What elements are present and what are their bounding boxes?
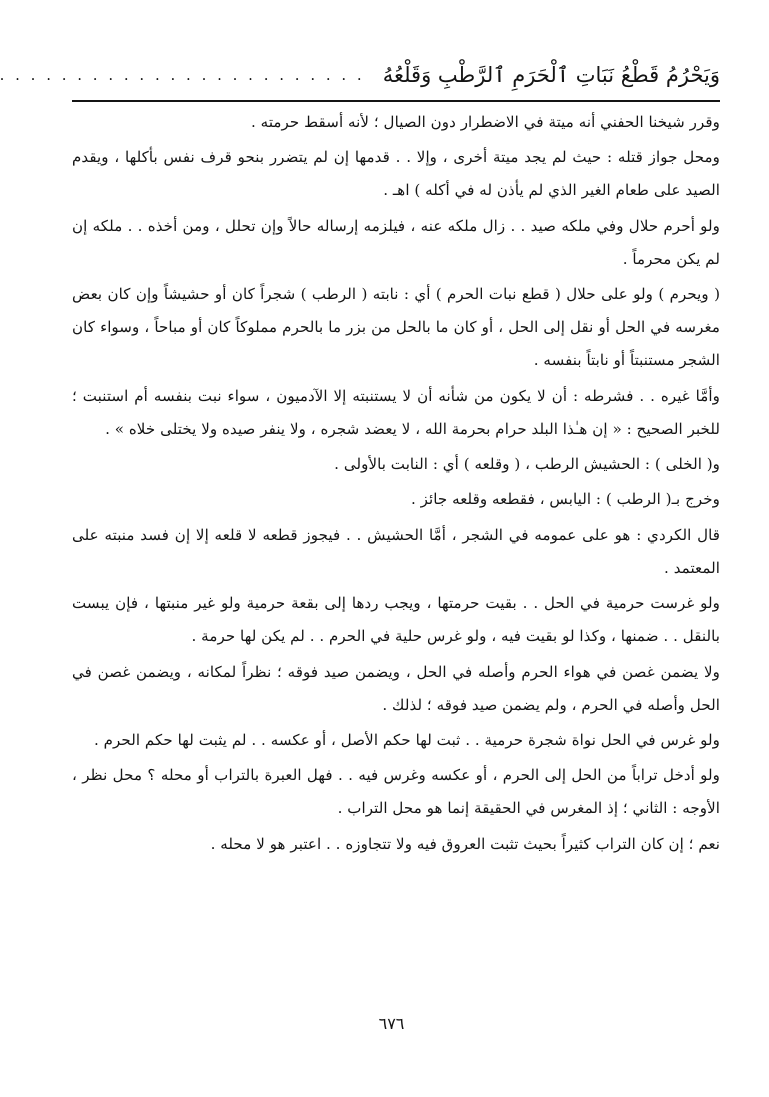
paragraph: ولو غرس في الحل نواة شجرة حرمية . . ثبت لها حكم الأصل ، أو عكسه . . لم يثبت لها حكم الحرم . bbox=[93, 730, 720, 749]
paragraph: ولو أحرم حلال وفي ملكه صيد . . زال ملكه عنه ، فيلزمه إرساله حالاً وإن تحلل ، ومن أخذه . . ملكه إن لم يكن محرماً . bbox=[72, 216, 720, 268]
paragraph: و( الخلى ) : الحشيش الرطب ، ( وقلعه ) أي : النابت بالأولى . bbox=[334, 454, 720, 473]
paragraph: ( ويحرم ) ولو على حلال ( قطع نبات الحرم ) أي : نابته ( الرطب ) شجراً كان أو حشيشاً وإن كان بعض مغرسه في الحل أو نقل إلى الحل ، أو كان ما بالحل من بزر ما بالحرم مملوكاً كان أو مباحاً ، وسواء كان الشجر مستنبتاً أو نابتاً بنفسه . bbox=[72, 285, 720, 370]
book-page bbox=[0, 50, 720, 863]
paragraph: ولو غرست حرمية في الحل . . بقيت حرمتها ، ويجب ردها إلى بقعة حرمية ولو غير منبتها ، فإن يبست بالنقل . . ضمنها ، وكذا لو بقيت فيه ، ولو غرس حلية في الحرم . . لم يكن لها حرمة . bbox=[72, 594, 720, 646]
leader-dots: . . . . . . . . . . . . . . . . . . . . . . . . bbox=[0, 66, 365, 84]
page-number: ٦٧٦ bbox=[378, 1014, 405, 1033]
running-header bbox=[0, 50, 720, 90]
paragraph: ولا يضمن غصن في هواء الحرم وأصله في الحل ، ويضمن صيد فوقه ؛ نظراً لمكانه ، ويضمن غصن في الحل وأصله في الحرم ، ولم يضمن صيد فوقه ؛ لذلك . bbox=[72, 662, 720, 714]
body-text bbox=[72, 106, 720, 861]
paragraph: وقرر شيخنا الحفني أنه ميتة في الاضطرار دون الصيال ؛ لأنه أسقط حرمته . bbox=[251, 113, 720, 131]
running-title: وَيَحْرُمُ قَطْعُ نَبَاتِ ٱلْحَرَمِ ٱلرَّطْبِ وَقَلْعُهُ bbox=[382, 63, 720, 87]
header-rule bbox=[72, 100, 720, 102]
paragraph: وخرج بـ( الرطب ) : اليابس ، فقطعه وقلعه جائز . bbox=[410, 490, 720, 509]
paragraph: نعم ؛ إن كان التراب كثيراً بحيث تثبت العروق فيه ولا تتجاوزه . . اعتبر هو لا محله . bbox=[210, 834, 720, 853]
paragraph: وأمَّا غيره . . فشرطه : أن لا يكون من شأنه أن لا يستنبته إلا الآدميون ، سواء نبت بنفسه أم استنبت ؛ للخبر الصحيح : « إن هـٰذا البلد حرام بحرمة الله ، لا يعضد شجره ، ولا ينفر صيده ولا يختلى خلاه » . bbox=[72, 386, 720, 438]
paragraph: قال الكردي : هو على عمومه في الشجر ، أمَّا الحشيش . . فيجوز قطعه لا قلعه إلا إن فسد منبته على المعتمد . bbox=[72, 525, 720, 577]
paragraph: ومحل جواز قتله : حيث لم يجد ميتة أخرى ، وإلا . . قدمها إن لم يتضرر بنحو قرف نفس بأكلها ، ويقدم الصيد على طعام الغير الذي لم يأذن له في أكله ) اهـ . bbox=[72, 148, 720, 200]
paragraph: ولو أدخل تراباً من الحل إلى الحرم ، أو عكسه وغرس فيه . . فهل العبرة بالتراب أو محله ؟ محل نظر ، الأوجه : الثاني ؛ إذ المغرس في الحقيقة إنما هو محل التراب . bbox=[72, 766, 720, 818]
